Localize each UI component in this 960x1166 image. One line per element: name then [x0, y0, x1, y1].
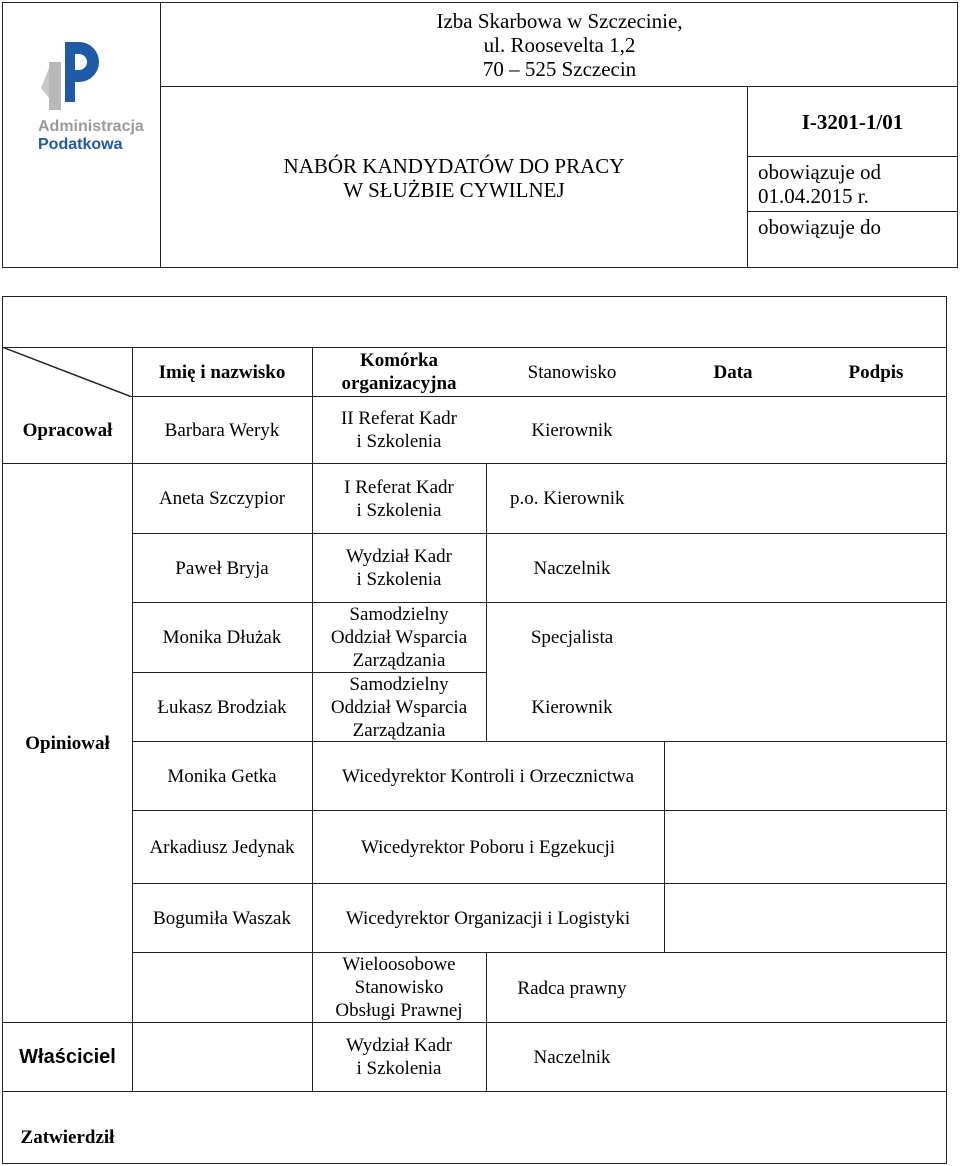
owner-unit-line2: i Szkolenia	[356, 1058, 442, 1079]
office-line1: Izba Skarbowa w Szczecinie,	[436, 9, 683, 33]
opinion-row-0-position: p.o. Kierownik	[510, 488, 625, 509]
opinion-label: Opiniował	[25, 732, 110, 754]
opinion-row-6-position: Wicedyrektor Organizacji i Logistyki	[345, 907, 631, 929]
valid-from	[748, 157, 957, 211]
document-title	[161, 88, 747, 267]
opinion-row-2-name: Monika Dłużak	[162, 627, 282, 648]
prepared-name: Barbara Weryk	[164, 419, 280, 441]
office-address	[161, 4, 958, 86]
prepared-unit	[312, 397, 486, 463]
opinion-row-0-name: Aneta Szczypior	[158, 488, 286, 509]
opinion-row-0-unit	[312, 464, 486, 533]
title-line1: NABÓR KANDYDATÓW DO PRACY	[283, 153, 625, 178]
opinion-row-3-unit-line2: Oddział Wsparcia	[330, 696, 468, 718]
col-header-position: Stanowisko	[527, 361, 617, 383]
col-header-unit	[312, 348, 486, 396]
col-header-date: Data	[713, 361, 753, 383]
opinion-row-2-unit-line1: Samodzielny	[349, 604, 449, 625]
opinion-row-1-unit-line1: Wydział Kadr	[346, 546, 452, 567]
col-header-name: Imię i nazwisko	[158, 361, 286, 383]
opinion-row-2-unit	[312, 603, 486, 672]
opinion-row-3-position: Kierownik	[531, 696, 613, 718]
logo-line1: Administracja	[38, 118, 144, 135]
owner-unit	[312, 1023, 486, 1091]
owner-position: Naczelnik	[533, 1046, 611, 1068]
opinion-row-3-unit	[312, 673, 486, 741]
opinion-row-1-name: Paweł Bryja	[175, 557, 269, 579]
valid-from-date: 01.04.2015 r.	[758, 184, 869, 208]
opinion-row-7-unit-line3: Obsługi Prawnej	[335, 1000, 463, 1021]
opinion-row-1-unit-line2: i Szkolenia	[356, 569, 442, 590]
opinion-row-0-unit-line2: i Szkolenia	[356, 499, 442, 521]
opinion-row-7-unit	[312, 953, 486, 1022]
opinion-row-1-position: Naczelnik	[533, 557, 611, 579]
document-number: I-3201-1/01	[801, 110, 904, 134]
office-line3: 70 – 525 Szczecin	[482, 57, 637, 81]
prepared-position: Kierownik	[531, 419, 613, 441]
prepared-unit-line1: II Referat Kadr	[340, 408, 458, 429]
opinion-row-3-unit-line3: Zarządzania	[352, 719, 446, 741]
opinion-row-4-position: Wicedyrektor Kontroli i Orzecznictwa	[341, 765, 635, 787]
opinion-row-5-name: Arkadiusz Jedynak	[149, 836, 295, 858]
opinion-row-7-unit-line1: Wieloosobowe	[342, 954, 456, 975]
opinion-row-2-unit-line2: Oddział Wsparcia	[330, 627, 468, 648]
opinion-row-3-unit-line1: Samodzielny	[349, 673, 449, 695]
opinion-row-4-name: Monika Getka	[167, 765, 277, 787]
opinion-row-0-unit-line1: I Referat Kadr	[344, 476, 454, 498]
approved-label: Zatwierdził	[20, 1127, 115, 1148]
opinion-row-3-name: Łukasz Brodziak	[157, 696, 287, 718]
opinion-row-2-position: Specjalista	[530, 627, 614, 648]
opinion-row-7-unit-line2: Stanowisko	[354, 977, 444, 998]
col-header-unit-line1: Komórka	[359, 350, 439, 371]
owner-label: Właściciel	[19, 1045, 116, 1068]
logo-line2: Podatkowa	[38, 136, 123, 153]
owner-unit-line1: Wydział Kadr	[346, 1035, 452, 1056]
office-line2: ul. Roosevelta 1,2	[483, 33, 636, 57]
title-line2: W SŁUŻBIE CYWILNEJ	[343, 177, 565, 202]
valid-from-label: obowiązuje od	[758, 160, 882, 184]
logo	[20, 30, 150, 160]
opinion-row-6-name: Bogumiła Waszak	[153, 907, 291, 929]
logo-mark-icon	[35, 38, 105, 118]
opinion-row-5-position: Wicedyrektor Poboru i Egzekucji	[360, 836, 616, 858]
col-header-unit-line2: organizacyjna	[341, 373, 457, 394]
col-header-signature: Podpis	[848, 361, 904, 383]
prepared-unit-line2: i Szkolenia	[356, 431, 442, 452]
opinion-row-7-position: Radca prawny	[517, 978, 627, 999]
corner-diagonal	[2, 347, 132, 397]
valid-to: obowiązuje do	[758, 215, 882, 239]
opinion-row-1-unit	[312, 534, 486, 602]
opinion-row-2-unit-line3: Zarządzania	[352, 650, 446, 671]
prepared-label: Opracował	[22, 419, 113, 441]
